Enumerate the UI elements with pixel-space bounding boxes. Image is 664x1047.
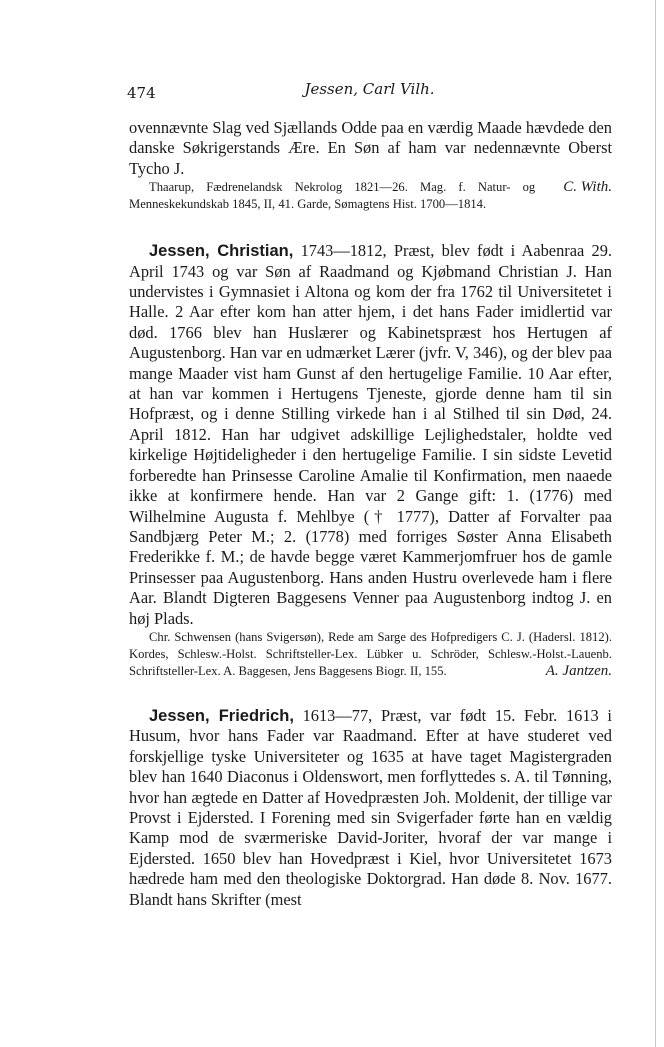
page-content (129, 118, 612, 910)
running-title: Jessen, Carl Vilh. (304, 80, 435, 98)
entry-sources (129, 179, 612, 213)
entry-sources-text: Thaarup, Fædrenelandsk Nekrolog 1821—26. Mag. f. Natur- og Menneskekundskab 1845, II, 41. Garde, Sømagtens Hist. 1700—1814. (129, 180, 536, 212)
entry-body: 1613—77, Præst, var født 15. Febr. 1613 i Husum, hvor hans Fader var Raadmand. Efter at have studeret ved forskjellige tyske Universiteter og 1635 at have taget Magistergraden blev han 1640 Diaconus i Oldenswort, men forflyttedes s. A. til Tønning, hvor han ægtede en Datter af Hovedpræsten Joh. Moldenit, der tillige var Provst i Ejdersted. I Forening med sin Svigerfader førte han en vældig Kamp mod de sværmeriske David-Joriter, hvoraf der var mange i Ejdersted. 1650 blev han Hovedpræst i Kiel, hvor Universitetet 1673 hædrede ham med den theologiske Doktorgrad. Han døde 8. Nov. 1677. Blandt hans Skrifter (mest (129, 705, 612, 909)
entry-author: C. With. (563, 179, 612, 196)
entry-christian-jessen (129, 241, 612, 629)
entry-sources-text: Chr. Schwensen (hans Svigersøn), Rede am Sarge des Hofpredigers C. J. (Hadersl. 1812). Kordes, Schlesw.-Holst. Schriftsteller-Lex. Lübker u. Schröder, Schlesw.-Holst.-Lauenb. Schriftsteller-Lex. A. Baggesen, Jens Baggesens Biogr. II, 155. (129, 629, 612, 678)
entry-headword: Jessen, Christian, (149, 242, 294, 261)
page-header (127, 80, 612, 104)
entry-continuation-text: ovennævnte Slag ved Sjællands Odde paa en værdig Maade hævdede den danske Søkrigerstands Ære. En Søn af ham var nedennævnte Oberst Tycho J. (129, 118, 612, 178)
page-edge-rule (655, 0, 656, 1047)
page-number: 474 (127, 84, 156, 102)
entry-sources (129, 629, 612, 680)
entry-headword: Jessen, Friedrich, (149, 706, 294, 725)
entry-friedrich-jessen (129, 706, 612, 910)
entry-body: 1743—1812, Præst, blev født i Aabenraa 29. April 1743 og var Søn af Raadmand og Kjøbmand Christian J. Han undervistes i Gymnasiet i Altona og kom der fra 1762 til Universitetet i Halle. 2 Aar efter kom han atter hjem, i det hans Fader imidlertid var død. 1766 blev han Huslærer og Kabinetspræst hos Hertugen af Augustenborg. Han var en udmærket Lærer (jvfr. V, 346), og der blev paa mange Maader vist ham Gunst af den hertugelige Familie. 10 Aar efter, at han var kommen i Hertugens Tjeneste, gjorde denne ham til sin Hofpræst, og i denne Stilling virkede han i al Stilhed til sin Død, 24. April 1812. Han har udgivet adskillige Lejlighedstaler, holdte ved kirkelige Højtideligheder i den hertugelige Familie. I sin sidste Levetid forberedte han Prinsesse Caroline Amalie til Konfirmation, men naaede ikke at konfirmere hende. Han var 2 Gange gift: 1. (1776) med Wilhelmine Augusta f. Mehlbye († 1777), Datter af Forvalter paa Sandbjærg Peter M.; 2. (1778) med forriges Søster Anna Elisabeth Frederikke f. M.; de havde begge været Kammerjomfruer hos de gamle Prinsesser paa Augustenborg. Hans anden Hustru overlevede ham i flere Aar. Blandt Digteren Baggesens Venner paa Augustenborg indtog J. en høj Plads. (129, 241, 612, 628)
entry-author: A. Jantzen. (545, 662, 612, 679)
